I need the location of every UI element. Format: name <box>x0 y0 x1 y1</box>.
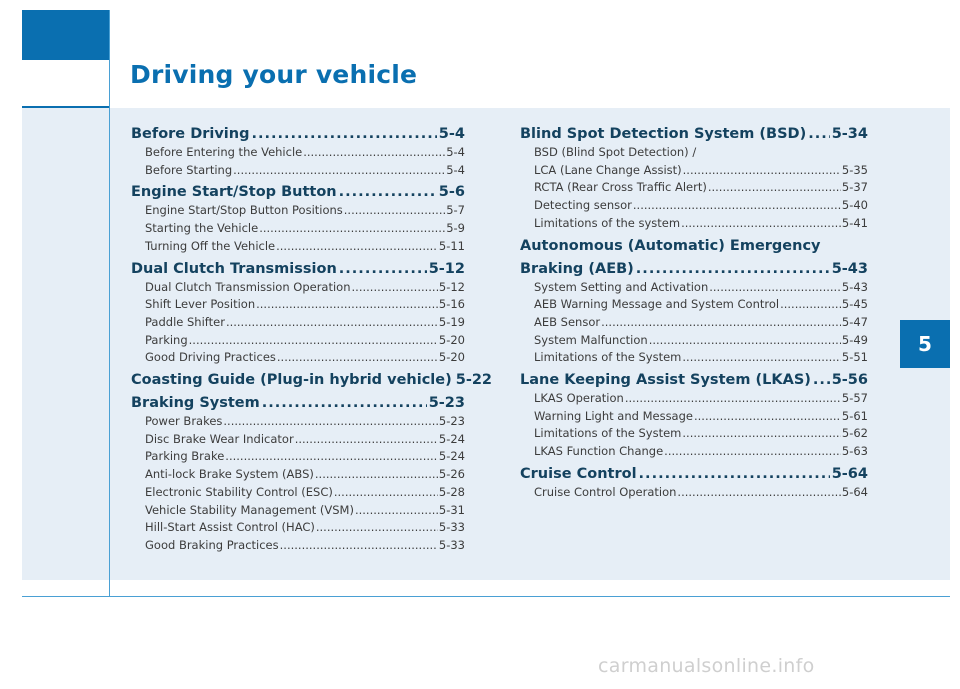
toc-entry-title: AEB Warning Message and System Control <box>534 297 780 312</box>
dot-leader <box>808 124 829 144</box>
toc-entry-title: Anti-lock Brake System (ABS) <box>145 467 314 482</box>
dot-leader <box>223 413 437 431</box>
toc-page-number: 5-6 <box>438 184 465 201</box>
toc-page-number: 5-49 <box>841 332 868 347</box>
dot-leader <box>339 259 427 279</box>
toc-entry-disc-brake-wear-indicator[interactable] <box>131 431 465 449</box>
toc-entry-title: Hill-Start Assist Control (HAC) <box>145 520 315 535</box>
toc-page-number: 5-28 <box>438 484 465 499</box>
toc-entry-title: RCTA (Rear Cross Traffic Alert) <box>534 180 707 195</box>
toc-page-number: 5-19 <box>438 314 465 329</box>
toc-entry-limitations-of-the-system[interactable] <box>520 425 868 443</box>
toc-entry-limitations-of-the-system[interactable] <box>520 349 868 367</box>
chapter-tab[interactable]: 5 <box>900 320 950 368</box>
toc-entry-title: LKAS Function Change <box>534 444 664 459</box>
toc-page-number: 5-37 <box>841 180 868 195</box>
dot-leader <box>295 431 438 449</box>
dot-leader <box>694 408 841 426</box>
toc-page-number: 5-9 <box>446 221 465 236</box>
toc-entry-title: Before Driving <box>131 126 250 142</box>
toc-entry-title: Cruise Control Operation <box>534 484 677 499</box>
dot-leader <box>664 443 841 461</box>
toc-entry-title: Good Braking Practices <box>145 537 279 552</box>
dot-leader <box>352 279 438 297</box>
toc-page-number: 5-33 <box>438 520 465 535</box>
toc-entry-limitations-of-the-system[interactable] <box>520 215 868 233</box>
dot-leader <box>649 332 841 350</box>
dot-leader <box>303 144 445 162</box>
toc-entry-title: Cruise Control <box>520 465 637 482</box>
dot-leader <box>344 202 445 220</box>
toc-page-number: 5-62 <box>841 426 868 441</box>
toc-entry-title: Braking System <box>131 395 260 412</box>
toc-page-number: 5-23 <box>438 414 465 429</box>
toc-page-number: 5-61 <box>841 408 868 423</box>
toc-entry-before-entering-the-vehicle[interactable] <box>131 144 465 162</box>
dot-leader <box>339 182 437 202</box>
dot-leader <box>259 220 445 238</box>
toc-page-number: 5-33 <box>438 537 465 552</box>
toc-page-number: 5-35 <box>841 162 868 177</box>
toc-entry-good-driving-practices[interactable] <box>131 349 465 367</box>
page-title: Driving your vehicle <box>130 60 418 89</box>
toc-entry-starting-the-vehicle[interactable] <box>131 220 465 238</box>
dot-leader <box>639 464 830 484</box>
toc-entry-title: System Setting and Activation <box>534 279 709 294</box>
toc-page-number: 5-57 <box>841 391 868 406</box>
toc-section-braking-aeb[interactable] <box>520 259 868 279</box>
toc-page-number: 5-56 <box>831 372 868 389</box>
dot-leader <box>633 197 841 215</box>
toc-page-number: 5-12 <box>428 260 465 277</box>
toc-entry-electronic-stability-control-esc[interactable] <box>131 484 465 502</box>
toc-right-column <box>520 124 868 502</box>
toc-entry-title: System Malfunction <box>534 332 648 347</box>
toc-entry-title: Engine Start/Stop Button <box>131 184 337 201</box>
dot-leader <box>681 215 841 233</box>
toc-entry-title: LCA (Lane Change Assist) <box>534 162 682 177</box>
toc-entry-lkas-operation[interactable] <box>520 390 868 408</box>
toc-entry-title: Good Driving Practices <box>145 350 276 365</box>
toc-page-number: 5-4 <box>438 126 465 142</box>
toc-entry-before-starting[interactable] <box>131 162 465 180</box>
dot-leader <box>189 332 438 350</box>
dot-leader <box>677 484 840 502</box>
toc-page-number: 5-20 <box>438 332 465 347</box>
toc-entry-parking-brake[interactable] <box>131 448 465 466</box>
dot-leader <box>276 238 438 256</box>
toc-entry-power-brakes[interactable] <box>131 413 465 431</box>
toc-page-number: 5-64 <box>831 465 868 482</box>
toc-entry-title: Dual Clutch Transmission Operation <box>145 279 351 294</box>
toc-page-number: 5-11 <box>438 238 465 253</box>
toc-page-number: 5-4 <box>446 145 465 159</box>
dot-leader <box>262 393 427 413</box>
toc-entry-system-malfunction[interactable] <box>520 332 868 350</box>
toc-entry-title: Warning Light and Message <box>534 408 693 423</box>
toc-entry-title: Parking <box>145 332 188 347</box>
watermark: carmanualsonline.info <box>598 655 815 677</box>
toc-section-coasting-guide-plug-in-hybrid-vehicle[interactable] <box>131 370 493 390</box>
dot-leader <box>625 390 841 408</box>
toc-entry-detecting-sensor[interactable] <box>520 197 868 215</box>
toc-entry-title: Braking (AEB) <box>520 260 634 277</box>
toc-section-dual-clutch-transmission[interactable] <box>131 259 465 279</box>
toc-entry-title: Electronic Stability Control (ESC) <box>145 484 333 499</box>
toc-page-number: 5-34 <box>831 126 868 142</box>
toc-section-blind-spot-detection-system-bsd[interactable] <box>520 124 868 144</box>
toc-entry-lca-lane-change-assist[interactable] <box>520 162 868 180</box>
toc-entry-rcta-rear-cross-traffic-alert[interactable] <box>520 179 868 197</box>
toc-page-number: 5-24 <box>438 449 465 464</box>
toc-entry-title: Limitations of the System <box>534 350 682 365</box>
toc-page-number: 5-7 <box>446 203 465 218</box>
toc-page-number: 5-22 <box>455 372 493 389</box>
toc-page-number: 5-4 <box>446 162 465 177</box>
dot-leader <box>225 448 438 466</box>
toc-entry-title: AEB Sensor <box>534 314 601 329</box>
toc-entry-good-braking-practices[interactable] <box>131 537 465 555</box>
toc-entry-title: Disc Brake Wear Indicator <box>145 431 294 446</box>
dot-leader <box>334 484 438 502</box>
toc-entry-title: Shift Lever Position <box>145 297 256 312</box>
toc-entry-shift-lever-position[interactable] <box>131 296 465 314</box>
toc-section-before-driving[interactable] <box>131 124 465 144</box>
toc-page-number: 5-64 <box>841 484 868 499</box>
toc-page-number: 5-16 <box>438 297 465 312</box>
toc-page-number: 5-26 <box>438 467 465 482</box>
toc-entry-title: Starting the Vehicle <box>145 221 259 236</box>
toc-entry-aeb-sensor[interactable] <box>520 314 868 332</box>
dot-leader <box>682 349 841 367</box>
toc-entry-title: Power Brakes <box>145 414 223 429</box>
toc-page-number: 5-24 <box>438 431 465 446</box>
toc-page-number: 5-41 <box>841 215 868 230</box>
toc-entry-title: Engine Start/Stop Button Positions <box>145 203 343 218</box>
dot-leader <box>709 279 841 297</box>
toc-entry-title: Paddle Shifter <box>145 314 225 329</box>
toc-entry-hill-start-assist-control-hac[interactable] <box>131 519 465 537</box>
toc-page-number: 5-12 <box>438 279 465 294</box>
toc-section-cruise-control[interactable] <box>520 464 868 484</box>
toc-section-engine-start-stop-button[interactable] <box>131 182 465 202</box>
dot-leader <box>251 124 436 144</box>
toc-page-number: 5-51 <box>841 350 868 365</box>
dot-leader <box>226 314 438 332</box>
dot-leader <box>280 537 438 555</box>
dot-leader <box>233 162 445 180</box>
toc-entry-anti-lock-brake-system-abs[interactable] <box>131 466 465 484</box>
toc-entry-aeb-warning-message-and-system-control[interactable] <box>520 296 868 314</box>
toc-left-column <box>131 124 493 555</box>
dot-leader <box>708 179 841 197</box>
toc-entry-title: LKAS Operation <box>534 391 624 406</box>
dot-leader <box>683 162 841 180</box>
dot-leader <box>636 259 830 279</box>
toc-entry-paddle-shifter[interactable] <box>131 314 465 332</box>
toc-section-lane-keeping-assist-system-lkas[interactable] <box>520 370 868 390</box>
toc-entry-title: Detecting sensor <box>534 198 632 213</box>
toc-entry-dual-clutch-transmission-operation[interactable] <box>131 279 465 297</box>
toc-entry-title: Before Entering the Vehicle <box>145 145 303 159</box>
toc-entry-title: Before Starting <box>145 162 233 177</box>
dot-leader <box>277 349 438 367</box>
toc-page-number: 5-63 <box>841 444 868 459</box>
toc-entry-title-line[interactable]: BSD (Blind Spot Detection) / <box>534 145 697 159</box>
toc-section-braking-system[interactable] <box>131 393 465 413</box>
toc-page-number: 5-43 <box>841 279 868 294</box>
toc-page-number: 5-47 <box>841 314 868 329</box>
toc-entry-cruise-control-operation[interactable] <box>520 484 868 502</box>
toc-entry-title: Limitations of the System <box>534 426 682 441</box>
toc-entry-title: Vehicle Stability Management (VSM) <box>145 502 354 517</box>
toc-entry-system-setting-and-activation[interactable] <box>520 279 868 297</box>
toc-page-number: 5-20 <box>438 350 465 365</box>
toc-page-number: 5-23 <box>428 395 465 412</box>
dot-leader <box>682 425 841 443</box>
toc-page-number: 5-43 <box>831 260 868 277</box>
dot-leader <box>780 296 841 314</box>
toc-entry-title: Limitations of the system <box>534 215 681 230</box>
dot-leader <box>813 370 830 390</box>
dot-leader <box>601 314 841 332</box>
dot-leader <box>316 519 438 537</box>
toc-entry-parking[interactable] <box>131 332 465 350</box>
toc-entry-lkas-function-change[interactable] <box>520 443 868 461</box>
toc-entry-turning-off-the-vehicle[interactable] <box>131 238 465 256</box>
toc-entry-title-line[interactable]: Autonomous (Automatic) Emergency <box>520 237 821 254</box>
toc-entry-title: Parking Brake <box>145 449 225 464</box>
toc-entry-title: Lane Keeping Assist System (LKAS) <box>520 372 811 389</box>
dot-leader <box>256 296 438 314</box>
toc-entry-engine-start-stop-button-positions[interactable] <box>131 202 465 220</box>
dot-leader <box>315 466 438 484</box>
toc-entry-vehicle-stability-management-vsm[interactable] <box>131 502 465 520</box>
toc-entry-warning-light-and-message[interactable] <box>520 408 868 426</box>
toc-page-number: 5-31 <box>438 502 465 517</box>
horizontal-rule <box>22 596 950 597</box>
toc-page-number: 5-45 <box>841 297 868 312</box>
toc-entry-title: Dual Clutch Transmission <box>131 260 337 277</box>
toc-page-number: 5-40 <box>841 198 868 213</box>
toc-entry-title: Blind Spot Detection System (BSD) <box>520 126 807 142</box>
toc-entry-title: Coasting Guide (Plug-in hybrid vehicle) <box>131 372 452 389</box>
vertical-rule <box>109 10 110 597</box>
toc-entry-title: Turning Off the Vehicle <box>145 238 276 253</box>
dot-leader <box>355 502 438 520</box>
